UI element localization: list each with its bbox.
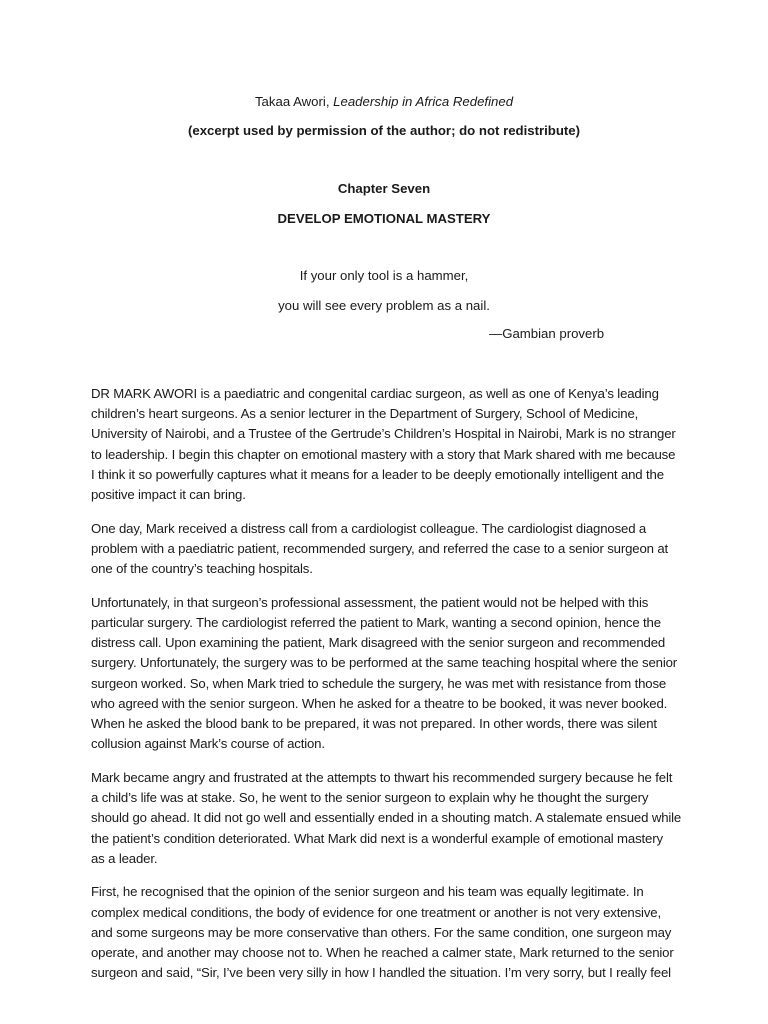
text-line: should go ahead. It did not go well and essentially ended in a shouting match. A stalemate ensued while	[91, 810, 682, 826]
text-line: First, he recognised that the opinion of the senior surgeon and his team was equally legitimate. In	[91, 884, 644, 900]
chapter-label: Chapter Seven	[337, 181, 431, 196]
epigraph-source: —Gambian proverb	[489, 326, 605, 341]
text-line: who agreed with the senior surgeon. When he asked for a theatre to be booked, it was never booked.	[91, 695, 668, 711]
body-text	[91, 384, 691, 997]
paragraph	[91, 593, 691, 755]
author-line	[0, 93, 768, 111]
paragraph	[91, 882, 691, 983]
text-line: complex medical conditions, the body of evidence for one treatment or another is not very extensive,	[91, 904, 661, 920]
text-line: as a leader.	[91, 850, 158, 866]
epigraph-line-1: If your only tool is a hammer,	[299, 268, 469, 283]
author-name: Takaa Awori,	[254, 94, 334, 109]
paragraph	[91, 519, 691, 580]
permission-notice: (excerpt used by permission of the author; do not redistribute)	[188, 123, 580, 138]
text-line: Mark became angry and frustrated at the attempts to thwart his recommended surgery because he felt	[91, 769, 673, 785]
text-line: surgery. Unfortunately, the surgery was to be performed at the same teaching hospital where the senior	[91, 655, 678, 671]
text-line: problem with a paediatric patient, recommended surgery, and referred the case to a senior surgeon at	[91, 540, 669, 556]
text-line: University of Nairobi, and a Trustee of the Gertrude’s Children’s Hospital in Nairobi, Mark is no stranger	[91, 426, 676, 442]
text-line: a child’s life was at stake. So, he went to the senior surgeon to explain why he thought the surgery	[91, 790, 649, 806]
chapter-title: DEVELOP EMOTIONAL MASTERY	[277, 211, 491, 226]
text-line: collusion against Mark’s course of action.	[91, 736, 325, 752]
epigraph-line-2: you will see every problem as a nail.	[278, 298, 490, 313]
text-line: DR MARK AWORI is a paediatric and congenital cardiac surgeon, as well as one of Kenya’s leading	[91, 386, 659, 401]
text-line: distress call. Upon examining the patient, Mark disagreed with the senior surgeon and recommended	[91, 635, 666, 651]
text-line: Unfortunately, in that surgeon’s professional assessment, the patient would not be helped with this	[91, 594, 649, 610]
book-title: Leadership in Africa Redefined	[333, 94, 514, 109]
text-line: positive impact it can bring.	[91, 487, 246, 503]
text-line: particular surgery. The cardiologist referred the patient to Mark, wanting a second opinion, hence the	[91, 615, 661, 631]
text-line: When he asked the blood bank to be prepared, it was not prepared. In other words, there was silent	[91, 716, 657, 732]
paragraph	[91, 384, 691, 505]
text-line: surgeon and said, “Sir, I’ve been very silly in how I handled the situation. I’m very sorry, but I really feel	[91, 965, 671, 981]
text-line: One day, Mark received a distress call from a cardiologist colleague. The cardiologist diagnosed a	[91, 520, 647, 536]
text-line: one of the country’s teaching hospitals.	[91, 561, 313, 577]
text-line: the patient’s condition deteriorated. What Mark did next is a wonderful example of emotional mastery	[91, 830, 663, 846]
text-line: I think it so powerfully captures what it means for a leader to be deeply emotionally intelligent and the	[91, 466, 664, 482]
text-line: surgeon worked. So, when Mark tried to schedule the surgery, he was met with resistance from those	[91, 675, 667, 691]
text-line: and some surgeons may be more conservative than others. For the same condition, one surgeon may	[91, 924, 672, 940]
paragraph	[91, 768, 691, 869]
text-line: to leadership. I begin this chapter on emotional mastery with a story that Mark shared with me because	[91, 446, 676, 462]
text-line: operate, and another may choose not to. When he reached a calmer state, Mark returned to the senior	[91, 945, 674, 961]
text-line: children’s heart surgeons. As a senior lecturer in the Department of Surgery, School of Medicine,	[91, 406, 639, 422]
